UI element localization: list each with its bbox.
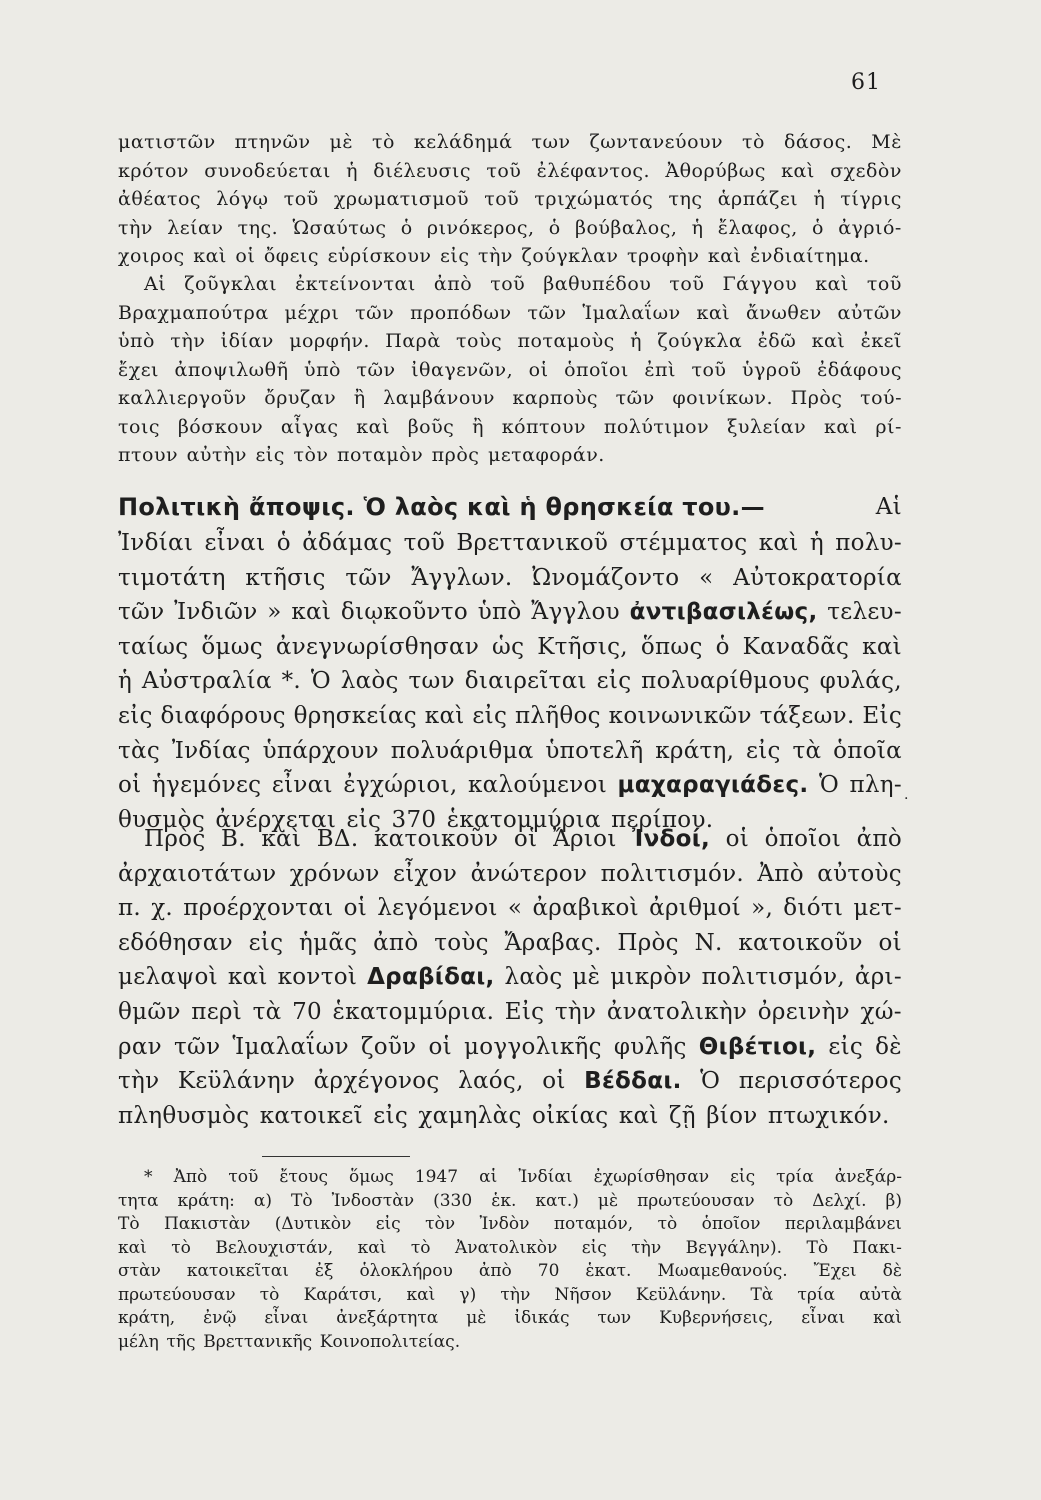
section-heading-continuation: Αἱ (875, 494, 902, 520)
text-line: ὑπὸ τὴν ἰδίαν μορφήν. Παρὰ τοὺς ποταμοὺς ἡ ζούγκλα ἐδῶ καὶ ἐκεῖ (118, 330, 902, 352)
text-line: τητα κράτη: α) Τὸ Ἰνδοστὰν (330 ἑκ. κατ.) μὲ πρωτεύουσαν τὸ Δελχί. β) (118, 1190, 902, 1211)
text-line: εἰς διαφόρους θρησκείας καὶ εἰς πλῆθος κοινωνικῶν τάξεων. Εἰς (118, 702, 902, 729)
text-line: τὰς Ἰνδίας ὑπάρχουν πολυάριθμα ὑποτελῆ κράτη, εἰς τὰ ὁποῖα (118, 737, 902, 764)
text-line: χοιρος καὶ οἱ ὄφεις εὑρίσκουν εἰς τὴν ζούγκλαν τροφὴν καὶ ἐνδιαίτημα. (118, 245, 870, 267)
text-line: ταίως ὅμως ἀνεγνωρίσθησαν ὡς Κτῆσις, ὅπως ὁ Καναδᾶς καὶ (118, 633, 902, 660)
text-line: ἡ Αὐστραλία *. Ὁ λαὸς των διαιρεῖται εἰς πολυαρίθμους φυλάς, (118, 668, 902, 695)
text-line: Τὸ Πακιστὰν (Δυτικὸν εἰς τὸν Ἰνδὸν ποταμόν, τὸ ὁποῖον περιλαμβάνει (118, 1214, 902, 1234)
paragraph-jungles (118, 270, 902, 470)
text-line: πληθυσμὸς κατοικεῖ εἰς χαμηλὰς οἰκίας καὶ ζῇ βίον πτωχικόν. (118, 1102, 890, 1129)
text-line: μελαψοὶ καὶ κοντοὶ Δραβίδαι, λαὸς μὲ μικρὸν πολιτισμόν, ἀρι- (118, 964, 902, 991)
text-line: ἔχει ἀποψιλωθῆ ὑπὸ τῶν ἰθαγενῶν, οἱ ὁποῖοι ἐπὶ τοῦ ὑγροῦ ἐδάφους (118, 358, 902, 381)
text-line: τὴν Κεϋλάνην ἀρχέγονος λαός, οἱ Βέδδαι. Ὁ περισσότερος (118, 1068, 902, 1095)
text-line: τοις βόσκουν αἶγας καὶ βοῦς ἢ κόπτουν πολύτιμον ξυλείαν καὶ ρί- (118, 415, 902, 438)
footnote-separator (262, 1156, 410, 1157)
text-line: καὶ τὸ Βελουχιστάν, καὶ τὸ Ἀνατολικὸν εἰς τὴν Βεγγάλην). Τὸ Πακι- (118, 1237, 902, 1258)
text-line: Αἱ ζοῦγκλαι ἐκτείνονται ἀπὸ τοῦ βαθυπέδου τοῦ Γάγγου καὶ τοῦ (144, 273, 902, 295)
text-line: θμῶν περὶ τὰ 70 ἑκατομμύρια. Εἰς τὴν ἀνατολικὴν ὀρεινὴν χώ- (118, 998, 902, 1025)
paragraph-peoples (118, 822, 902, 1133)
text-line: εδόθησαν εἰς ἡμᾶς ἀπὸ τοὺς Ἄραβας. Πρὸς Ν. κατοικοῦν οἱ (118, 929, 902, 956)
page-number: 61 (851, 70, 881, 95)
text-line: Πρὸς Β. καὶ ΒΔ. κατοικοῦν οἱ Ἄριοι Ἰνδοί, οἱ ὁποῖοι ἀπὸ (144, 826, 902, 852)
text-line: ματιστῶν πτηνῶν μὲ τὸ κελάδημά των ζωντανεύουν τὸ δάσος. Μὲ (118, 131, 902, 153)
text-line: τῶν Ἰνδιῶν » καὶ διῳκοῦντο ὑπὸ Ἄγγλου ἀντιβασιλέως, τελευ- (118, 599, 902, 626)
section-heading: Πολιτικὴ ἄποψις. Ὁ λαὸς καὶ ἡ θρησκεία του.— (118, 493, 765, 521)
text-line: μέλη τῆς Βρεττανικῆς Κοινοπολιτείας. (118, 1331, 461, 1352)
text-line: ἀθέατος λόγῳ τοῦ χρωματισμοῦ τοῦ τριχώματός της ἁρπάζει ἡ τίγρις (118, 188, 902, 210)
section-heading-line (118, 488, 902, 526)
text-line: πρωτεύουσαν τὸ Καράτσι, καὶ γ) τὴν Νῆσον Κεϋλάνην. Τὰ τρία αὐτὰ (118, 1284, 902, 1305)
text-line: ἀρχαιοτάτων χρόνων εἶχον ἀνώτερον πολιτισμόν. Ἀπὸ αὐτοὺς (118, 860, 902, 887)
text-line: κράτη, ἐνῷ εἶναι ἀνεξάρτητα μὲ ἰδικάς των Κυβερνήσεις, εἶναι καὶ (118, 1308, 902, 1328)
text-line: στὰν κατοικεῖται ἐξ ὁλοκλήρου ἀπὸ 70 ἑκατ. Μωαμεθανούς. Ἔχει δὲ (118, 1261, 902, 1281)
text-line: πτουν αὐτὴν εἰς τὸν ποταμὸν πρὸς μεταφοράν. (118, 444, 605, 466)
text-line: κρότον συνοδεύεται ἡ διέλευσις τοῦ ἐλέφαντος. Ἀθορύβως καὶ σχεδὸν (118, 159, 902, 182)
footnote (118, 1166, 902, 1354)
text-line: τιμοτάτη κτῆσις τῶν Ἄγγλων. Ὠνομάζοντο « Αὐτοκρατορία (118, 564, 902, 591)
text-line: π. χ. προέρχονται οἱ λεγόμενοι « ἀραβικοὶ ἀριθμοί », διότι μετ- (118, 895, 902, 922)
print-mark: . (904, 787, 909, 803)
text-line: τὴν λείαν της. Ὡσαύτως ὁ ρινόκερος, ὁ βούβαλος, ἡ ἔλαφος, ὁ ἀγριό- (118, 216, 902, 239)
text-line: θυσμὸς ἀνέρχεται εἰς 370 ἑκατομμύρια περίπου. (118, 806, 714, 833)
text-line: Βραχμαπούτρα μέχρι τῶν προπόδων τῶν Ἱμαλαΐων καὶ ἄνωθεν αὐτῶν (118, 301, 902, 324)
text-line: οἱ ἡγεμόνες εἶναι ἐγχώριοι, καλούμενοι μαχαραγιάδες. Ὁ πλη- (118, 772, 902, 799)
text-line: ραν τῶν Ἱμαλαΐων ζοῦν οἱ μογγολικῆς φυλῆς Θιβέτιοι, εἰς δὲ (118, 1033, 902, 1060)
text-line: * Ἀπὸ τοῦ ἔτους ὅμως 1947 αἱ Ἰνδίαι ἐχωρίσθησαν εἰς τρία ἀνεξάρ- (144, 1167, 902, 1187)
text-line: καλλιεργοῦν ὄρυζαν ἢ λαμβάνουν καρποὺς τῶν φοινίκων. Πρὸς τού- (118, 387, 902, 409)
paragraph-political-view (118, 488, 902, 837)
text-line: Ἰνδίαι εἶναι ὁ ἀδάμας τοῦ Βρεττανικοῦ στέμματος καὶ ἡ πολυ- (118, 530, 902, 556)
paragraph-animals (118, 128, 902, 271)
